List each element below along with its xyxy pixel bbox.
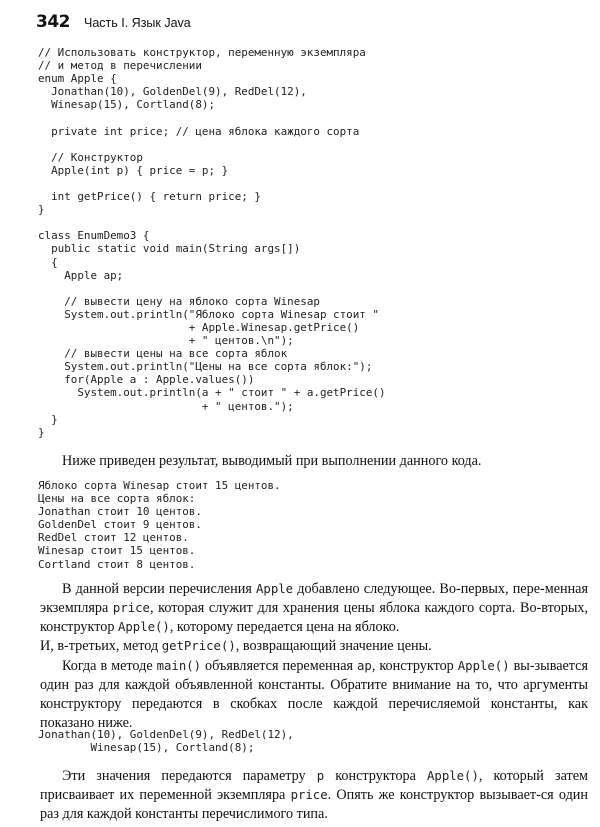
output-intro-text: Ниже приведен результат, выводимый при выполнении данного кода.	[62, 453, 482, 469]
paragraph-enum-additions: В данной версии перечисления Apple добавлено следующее. Во-первых, пере-менная экземпляра price, которая служит для хранения цены яблока каждого сорта. Во-вторых, конструктор Apple(), которому передается цена на яблоко. И, в-третьих, метод getPrice(), возвращающий значение цены.	[40, 581, 588, 654]
program-output-listing: Яблоко сорта Winesap стоит 15 центов. Цены на все сорта яблок: Jonathan стоит 10 центов. GoldenDel стоит 9 центов. RedDel стоит 12 центов. Winesap стоит 15 центов. Cortland стоит 8 центов.	[38, 479, 281, 571]
inline-code-price: price	[112, 601, 150, 615]
inline-code-price: price	[290, 788, 328, 802]
page-header	[36, 12, 191, 36]
inline-code-ap: ap	[357, 659, 372, 673]
inline-code-apple: Apple	[256, 582, 294, 596]
code-listing-constants: Jonathan(10), GoldenDel(9), RedDel(12), Winesap(15), Cortland(8);	[38, 728, 294, 755]
running-title: Часть I. Язык Java	[84, 16, 191, 30]
inline-code-apple-constructor: Apple()	[457, 659, 510, 673]
inline-code-getprice: getPrice()	[161, 639, 236, 653]
inline-code-p: p	[316, 769, 325, 783]
inline-code-main: main()	[156, 659, 202, 673]
inline-code-apple-constructor: Apple()	[117, 620, 170, 634]
inline-code-apple-constructor: Apple()	[427, 769, 479, 783]
paragraph-constructor-call: Когда в методе main() объявляется переменная ap, конструктор Apple() вы-зывается один раз для каждой объявленной константы. Обратите внимание на то, что аргументы конструктору передаются в скобках после каждой перечисляемой константы, как показано ниже.	[40, 658, 588, 731]
page-number: 342	[36, 12, 70, 32]
code-listing-enumdemo3: // Использовать конструктор, переменную экземпляра // и метод в перечислении enum Apple { Jonathan(10), GoldenDel(9), RedDel(12), Winesap(15), Cortland(8); private int price; // цена яблока каждого сорта // Конструктор Apple(int p) { price = p; } int getPrice() { return price; } } class EnumDemo3 { public static void main(String args[]) { Apple ap; // вывести цену на яблоко сорта Winesap System.out.println("Яблоко сорта Winesap стоит " + Apple.Winesap.getPrice() + " центов.\n"); // вывести цены на все сорта яблок System.out.println("Цены на все сорта яблок:"); for(Apple a : Apple.values()) System.out.println(a + " стоит " + a.getPrice() + " центов."); } }	[38, 46, 386, 439]
paragraph-parameter-assignment: Эти значения передаются параметру p конструктора Apple(), который затем присваивает их переменной экземпляра price. Опять же конструктор вызывает-ся один раз для каждой константы перечислимого типа.	[40, 768, 588, 822]
